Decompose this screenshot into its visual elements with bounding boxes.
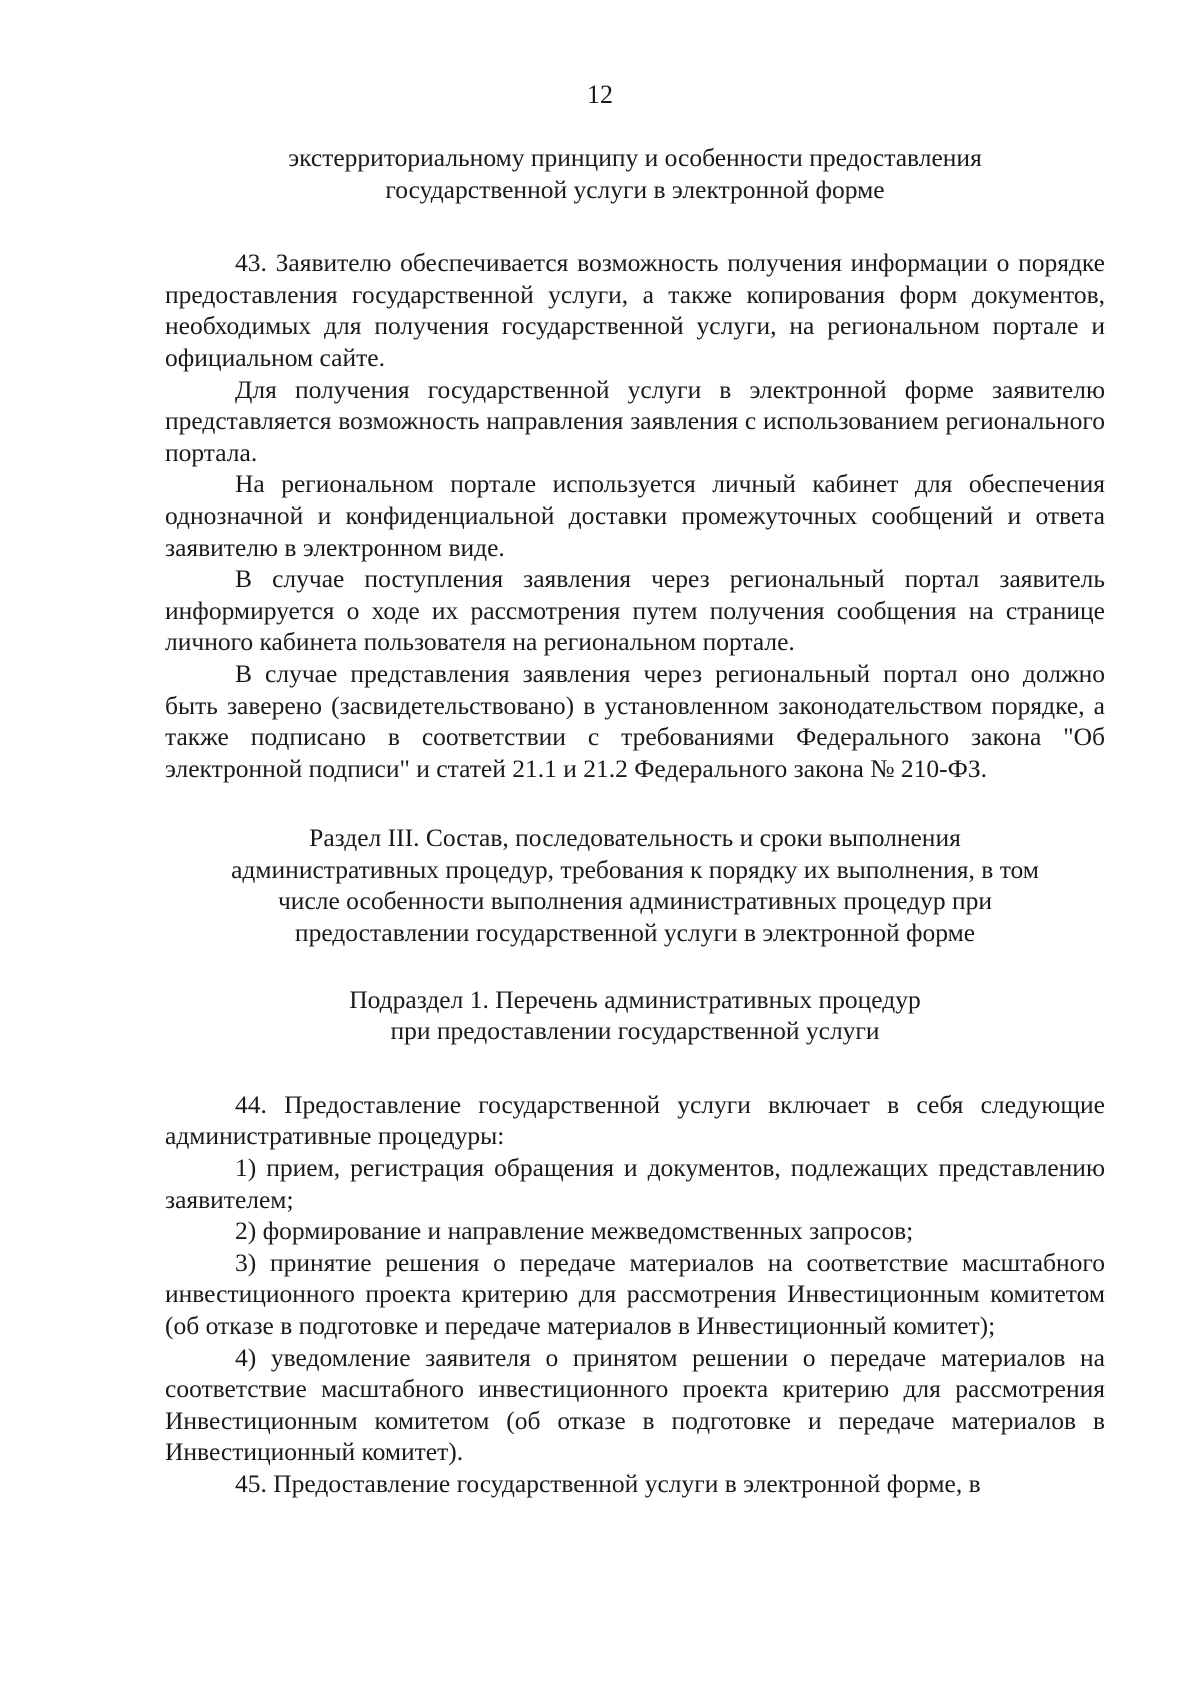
page-number: 12: [587, 80, 613, 109]
section-heading: [165, 822, 1105, 948]
section-heading-line: административных процедур, требования к порядку их выполнения, в том: [231, 854, 1039, 884]
list-item: 4) уведомление заявителя о принятом решении о передаче материалов на соответствие масштабного инвестиционного проекта критерию для рассмотрения Инвестиционным комитетом (об отказе в подготовке и передаче материалов в Инвестиционный комитет).: [165, 1342, 1105, 1467]
paragraph: В случае представления заявления через региональный портал оно должно быть заверено (засвидетельствовано) в установленном законодательством порядке, а также подписано в соответствии с требованиями Федерального закона "Об электронной подписи" и статей 21.1 и 21.2 Федерального закона № 210-ФЗ.: [165, 658, 1105, 783]
subsection-heading: [165, 984, 1105, 1047]
heading-continuation: [165, 142, 1105, 205]
document-body: [165, 142, 1105, 1500]
subsection-heading-line: Подраздел 1. Перечень административных процедур: [349, 984, 921, 1014]
list-item: 2) формирование и направление межведомственных запросов;: [235, 1216, 914, 1246]
paragraph-45: 45. Предоставление государственной услуги в электронной форме, в: [235, 1468, 981, 1498]
list-item: 3) принятие решения о передаче материалов на соответствие масштабного инвестиционного проекта критерию для рассмотрения Инвестиционным комитетом (об отказе в подготовке и передаче материалов в Инвестиционный комитет);: [165, 1247, 1105, 1340]
section-heading-line: предоставлении государственной услуги в электронной форме: [294, 918, 976, 948]
paragraph-44: 44. Предоставление государственной услуги включает в себя следующие административные процедуры:: [165, 1089, 1105, 1151]
section-heading-line: Раздел III. Состав, последовательность и сроки выполнения: [309, 823, 961, 853]
subsection-heading-line: при предоставлении государственной услуги: [390, 1016, 880, 1046]
paragraph: На региональном портале используется личный кабинет для обеспечения однозначной и конфиденциальной доставки промежуточных сообщений и ответа заявителю в электронном виде.: [165, 469, 1105, 562]
section-heading-line: числе особенности выполнения административных процедур при: [277, 886, 993, 916]
list-item: 1) прием, регистрация обращения и документов, подлежащих представлению заявителем;: [165, 1153, 1105, 1214]
paragraph-43: 43. Заявителю обеспечивается возможность получения информации о порядке предоставления государственной услуги, а также копирования форм документов, необходимых для получения государственной услуги, на региональном портале и официальном сайте.: [165, 248, 1105, 372]
paragraph: В случае поступления заявления через региональный портал заявитель информируется о ходе их рассмотрения путем получения сообщения на странице личного кабинета пользователя на региональном портале.: [165, 564, 1105, 657]
heading-line: экстерриториальному принципу и особенности предоставления: [288, 143, 982, 172]
paragraph: Для получения государственной услуги в электронной форме заявителю представляется возможность направления заявления с использованием регионального портала.: [165, 374, 1105, 467]
heading-line: государственной услуги в электронной форме: [385, 174, 885, 204]
